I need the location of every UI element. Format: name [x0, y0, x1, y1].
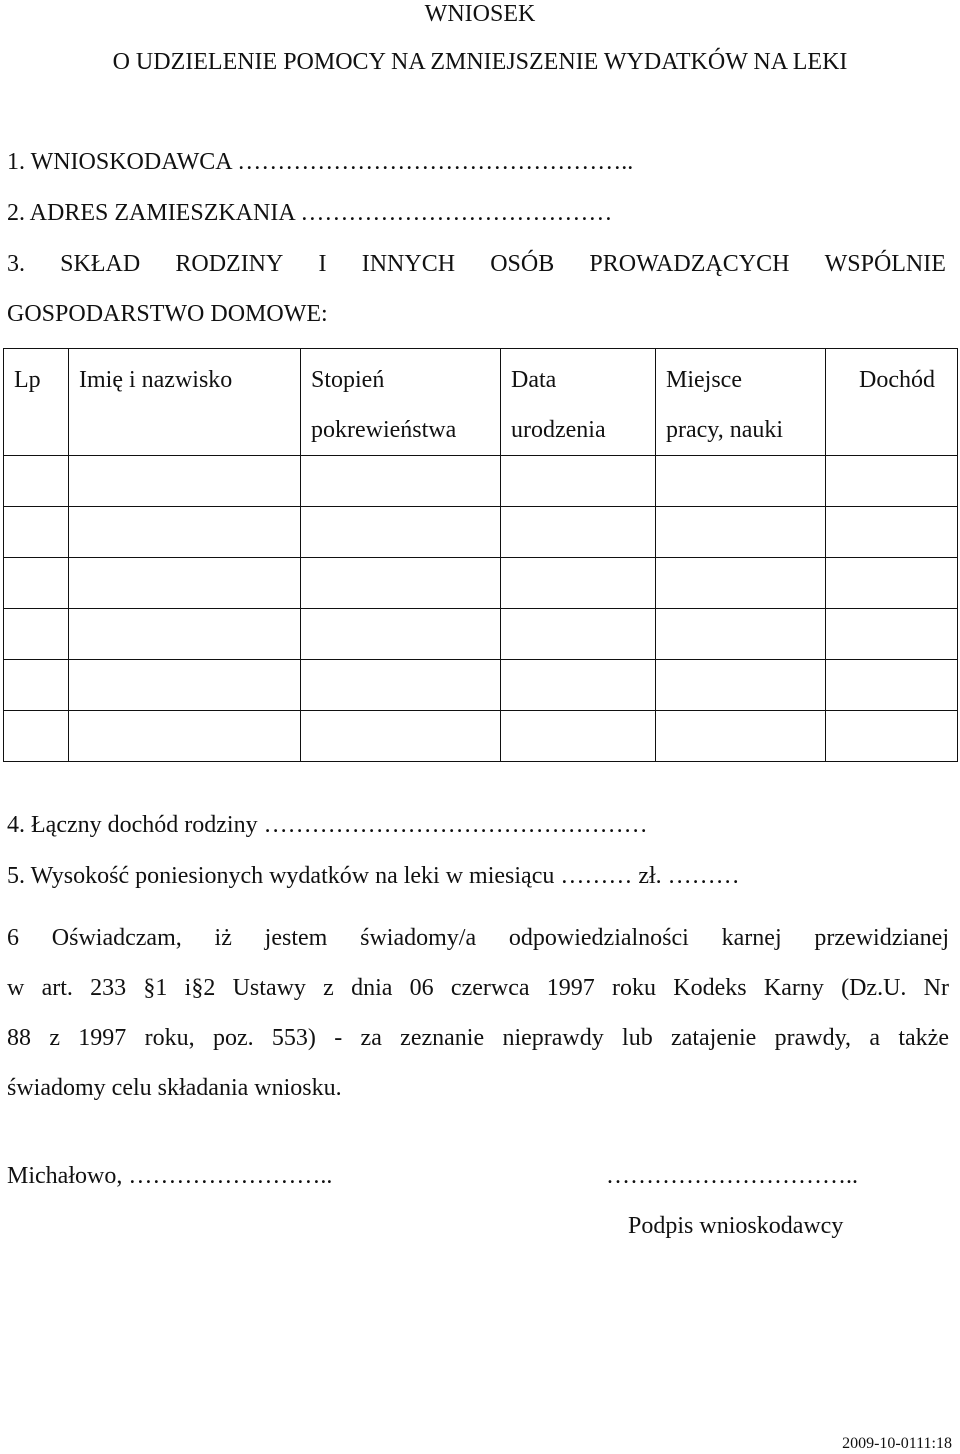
- signature-caption: Podpis wnioskodawcy: [628, 1213, 844, 1239]
- table-cell[interactable]: [69, 660, 301, 711]
- table-row[interactable]: [4, 558, 958, 609]
- table-cell[interactable]: [656, 456, 826, 507]
- household-heading-word: 3.: [7, 251, 25, 277]
- table-cell[interactable]: [69, 711, 301, 762]
- table-cell[interactable]: [826, 660, 958, 711]
- address-field[interactable]: 2. ADRES ZAMIESZKANIA …………………………………: [7, 200, 613, 226]
- declaration-line: 6 Oświadczam, iż jestem świadomy/a odpowiedzialności karnej przewidzianej: [7, 925, 949, 951]
- family-income-field[interactable]: 4. Łączny dochód rodziny …………………………………………: [7, 812, 648, 838]
- household-heading-word: INNYCH: [361, 251, 456, 277]
- table-cell[interactable]: [826, 507, 958, 558]
- applicant-field[interactable]: 1. WNIOSKODAWCA …………………………………………..: [7, 149, 634, 175]
- table-row[interactable]: [4, 609, 958, 660]
- table-row[interactable]: [4, 456, 958, 507]
- column-header-name: Imię i nazwisko: [69, 349, 301, 456]
- column-header-income: Dochód: [826, 349, 958, 456]
- table-cell[interactable]: [656, 558, 826, 609]
- household-heading-continued: GOSPODARSTWO DOMOWE:: [7, 301, 328, 327]
- table-cell[interactable]: [4, 711, 69, 762]
- table-cell[interactable]: [301, 507, 501, 558]
- column-header-lp: Lp: [4, 349, 69, 456]
- table-cell[interactable]: [501, 558, 656, 609]
- household-heading: [7, 252, 946, 276]
- table-cell[interactable]: [301, 609, 501, 660]
- table-cell[interactable]: [656, 660, 826, 711]
- table-cell[interactable]: [69, 507, 301, 558]
- table-cell[interactable]: [501, 456, 656, 507]
- table-cell[interactable]: [826, 558, 958, 609]
- column-header-workplace: Miejsce pracy, nauki: [656, 349, 826, 456]
- table-cell[interactable]: [656, 507, 826, 558]
- table-cell[interactable]: [826, 609, 958, 660]
- table-cell[interactable]: [501, 660, 656, 711]
- table-cell[interactable]: [69, 609, 301, 660]
- table-cell[interactable]: [69, 456, 301, 507]
- signature-line[interactable]: …………………………..: [606, 1163, 858, 1189]
- declaration-paragraph: [7, 913, 949, 1113]
- household-heading-word: OSÓB: [490, 251, 555, 277]
- table-cell[interactable]: [4, 609, 69, 660]
- table-row[interactable]: [4, 711, 958, 762]
- table-cell[interactable]: [301, 456, 501, 507]
- household-heading-word: RODZINY: [175, 251, 284, 277]
- column-header-birth-date: Data urodzenia: [501, 349, 656, 456]
- form-subtitle: O UDZIELENIE POMOCY NA ZMNIEJSZENIE WYDATKÓW NA LEKI: [112, 49, 848, 75]
- declaration-line: 88 z 1997 roku, poz. 553) - za zeznanie nieprawdy lub zatajenie prawdy, a także: [7, 1025, 949, 1051]
- table-cell[interactable]: [501, 711, 656, 762]
- table-cell[interactable]: [4, 660, 69, 711]
- print-timestamp: 2009-10-0111:18: [842, 1435, 952, 1452]
- table-cell[interactable]: [501, 507, 656, 558]
- table-row[interactable]: [4, 660, 958, 711]
- form-title: WNIOSEK: [424, 1, 536, 27]
- table-cell[interactable]: [301, 558, 501, 609]
- household-table: [3, 348, 958, 762]
- table-cell[interactable]: [301, 660, 501, 711]
- table-cell[interactable]: [826, 456, 958, 507]
- table-cell[interactable]: [4, 558, 69, 609]
- household-heading-word: WSPÓLNIE: [824, 251, 946, 277]
- table-cell[interactable]: [826, 711, 958, 762]
- household-heading-word: SKŁAD: [60, 251, 141, 277]
- place-date-field[interactable]: Michałowo, ……………………..: [7, 1163, 333, 1189]
- declaration-line: w art. 233 §1 i§2 Ustawy z dnia 06 czerwca 1997 roku Kodeks Karny (Dz.U. Nr: [7, 975, 949, 1001]
- medicine-expenses-field[interactable]: 5. Wysokość poniesionych wydatków na leki w miesiącu ……… zł. ………: [7, 863, 740, 889]
- declaration-line: świadomy celu składania wniosku.: [7, 1075, 342, 1101]
- table-cell[interactable]: [4, 507, 69, 558]
- table-header-row: [4, 349, 958, 456]
- column-header-relationship: Stopień pokrewieństwa: [301, 349, 501, 456]
- table-cell[interactable]: [656, 609, 826, 660]
- household-heading-word: PROWADZĄCYCH: [589, 251, 790, 277]
- table-cell[interactable]: [4, 456, 69, 507]
- table-row[interactable]: [4, 507, 958, 558]
- table-cell[interactable]: [69, 558, 301, 609]
- table-cell[interactable]: [301, 711, 501, 762]
- household-heading-word: I: [318, 251, 327, 277]
- table-cell[interactable]: [501, 609, 656, 660]
- table-cell[interactable]: [656, 711, 826, 762]
